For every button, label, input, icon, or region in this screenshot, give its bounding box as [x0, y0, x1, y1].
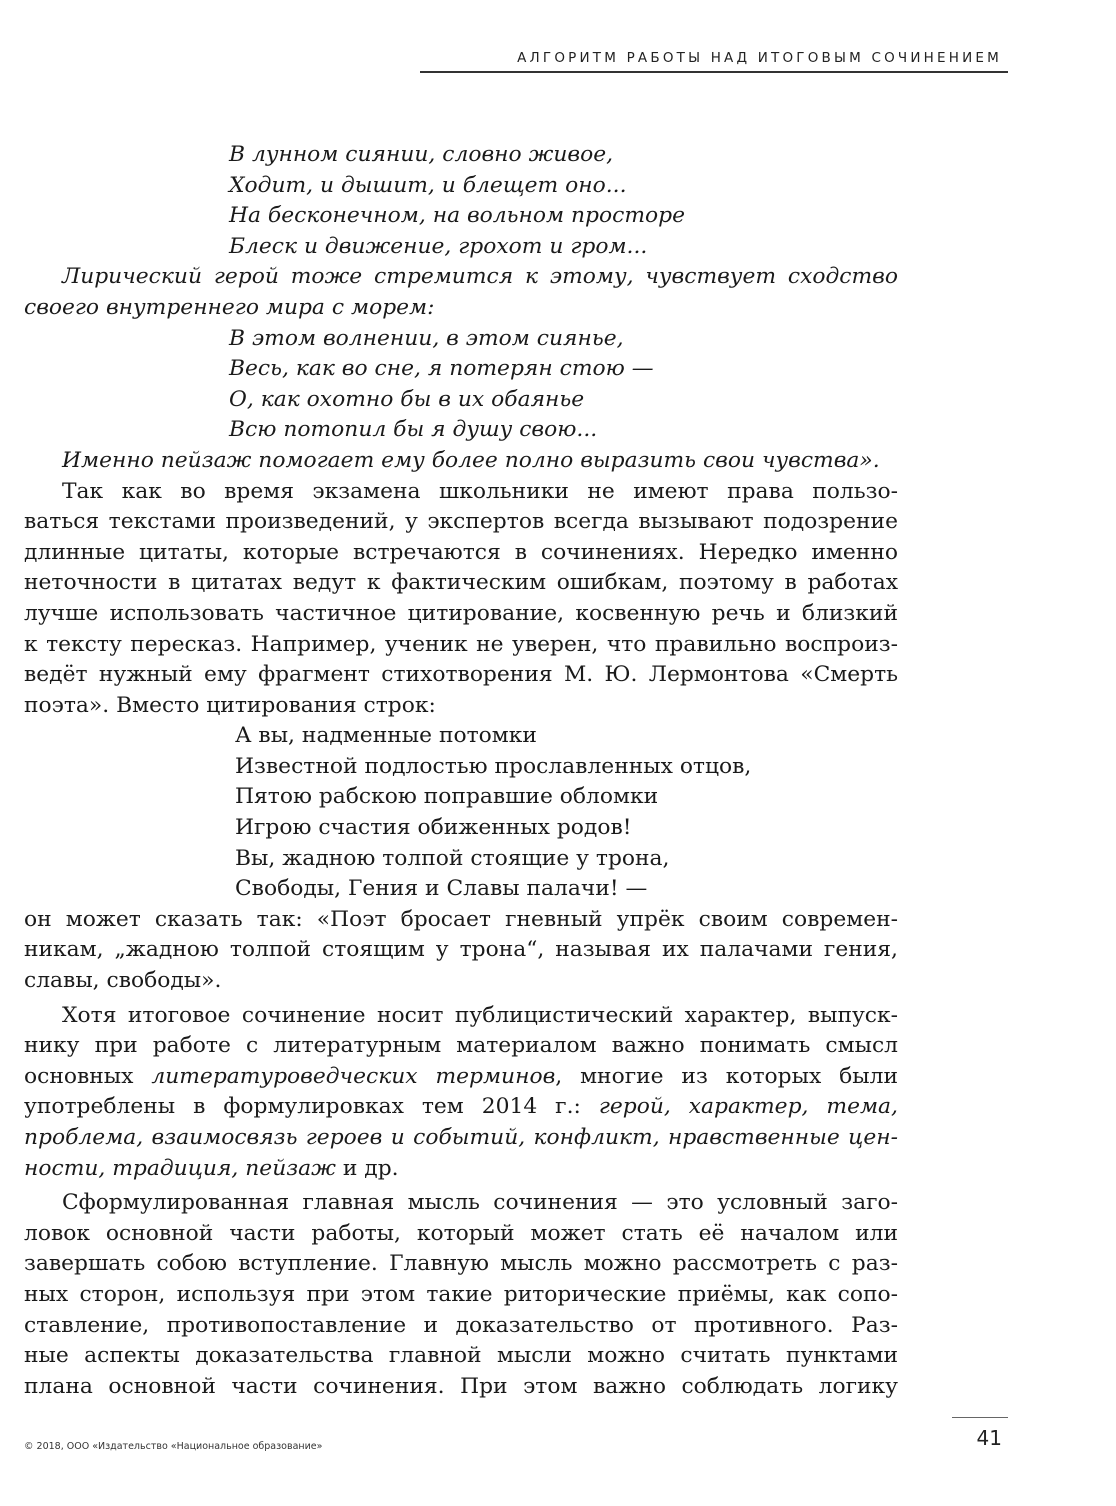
verse-line: Всю потопил бы я душу свою... — [229, 417, 598, 443]
verse-block-lermontov — [24, 721, 898, 905]
verse-line: Известной подлостью прославленных отцов, — [235, 753, 752, 779]
verse-line: Пятою рабскою поправшие обломки — [235, 784, 659, 810]
text-span: употреблены в формулировках тем 2014 г.: — [24, 1094, 599, 1120]
text-line: проблема, взаимосвязь героев и событий, конфликт, нравственные цен- — [24, 1125, 898, 1150]
text-line: поэта». Вместо цитирования строк: — [24, 692, 436, 718]
text-line: ведёт нужный ему фрагмент стихотворения М. Ю. Лермонтова «Смерть — [24, 662, 898, 688]
copyright-notice: © 2018, ООО «Издательство «Национальное образование» — [24, 1441, 323, 1452]
verse-line: В лунном сиянии, словно живое, — [229, 142, 614, 167]
paragraph-landscape — [24, 446, 898, 477]
running-header: АЛГОРИТМ РАБОТЫ НАД ИТОГОВЫМ СОЧИНЕНИЕМ — [420, 47, 1008, 73]
text-line: нику при работе с литературным материалом важно понимать смысл — [24, 1033, 898, 1059]
text-span: основных — [24, 1063, 152, 1089]
verse-line: Блеск и движение, грохот и гром... — [229, 233, 648, 259]
paragraph-main-idea — [24, 1188, 898, 1402]
paragraph-lyrical-hero — [24, 262, 898, 323]
verse-line: На бесконечном, на вольном просторе — [229, 203, 685, 229]
text-line: неточности в цитатах ведут к фактическим ошибкам, поэтому в работах — [24, 570, 898, 596]
text-line: Так как во время экзамена школьники не имеют права пользо- — [62, 478, 898, 504]
paragraph-terms — [24, 1001, 898, 1185]
text-line — [24, 1154, 898, 1185]
verse-block-2 — [24, 324, 898, 446]
text-line: к тексту пересказ. Например, ученик не уверен, что правильно воспроиз- — [24, 631, 898, 657]
verse-line: Свободы, Гения и Славы палачи! — — [235, 876, 648, 902]
text-line: лучше использовать частичное цитирование, косвенную речь и близкий — [24, 600, 898, 626]
verse-block-1 — [24, 140, 898, 262]
text-line: Именно пейзаж помогает ему более полно выразить свои чувства». — [62, 447, 880, 473]
footer-rule — [952, 1417, 1008, 1418]
text-line: ставление, противопоставление и доказательство от противного. Раз- — [24, 1312, 898, 1338]
text-line: Лирический герой тоже стремится к этому, чувствует сходство — [62, 264, 898, 290]
text-line — [24, 1062, 898, 1093]
text-span: и др. — [335, 1155, 399, 1181]
text-line: никам, „жадною толпой стоящим у трона“, называя их палачами гения, — [24, 937, 898, 963]
text-line: славы, свободы». — [24, 968, 222, 994]
text-line: длинные цитаты, которые встречаются в сочинениях. Нередко именно — [24, 539, 898, 565]
verse-line: А вы, надменные потомки — [235, 723, 537, 749]
paragraph-quotations — [24, 477, 898, 722]
term-emphasis: литературоведческих терминов — [151, 1063, 556, 1089]
page-number: 41 — [976, 1426, 1002, 1450]
text-line: своего внутреннего мира с морем: — [24, 294, 435, 320]
text-line: ные аспекты доказательства главной мысли можно считать пунктами — [24, 1343, 898, 1369]
text-line: ловок основной части работы, который может стать её началом или — [24, 1220, 898, 1246]
text-span: , многие из которых были — [555, 1063, 898, 1089]
text-line: ваться текстами произведений, у экспертов всегда вызывают подозрение — [24, 509, 898, 535]
verse-line: Игрою счастия обиженных родов! — [235, 815, 632, 841]
verse-line: Весь, как во сне, я потерян стою — — [229, 356, 654, 382]
text-line — [24, 1092, 898, 1123]
text-line: он может сказать так: «Поэт бросает гневный упрёк своим современ- — [24, 906, 898, 932]
paragraph-paraphrase — [24, 905, 898, 997]
text-line: плана основной части сочинения. При этом важно соблюдать логику — [24, 1373, 898, 1399]
term-emphasis: герой, характер, тема, — [598, 1094, 898, 1120]
verse-line: Вы, жадною толпой стоящие у трона, — [235, 845, 670, 871]
text-line: Сформулированная главная мысль сочинения — это условный заго- — [62, 1190, 898, 1216]
text-line: Хотя итоговое сочинение носит публицистический характер, выпуск- — [62, 1002, 898, 1028]
verse-line: Ходит, и дышит, и блещет оно... — [229, 172, 627, 198]
text-line: ных сторон, используя при этом такие риторические приёмы, как сопо- — [24, 1281, 898, 1307]
page-body — [24, 140, 898, 1402]
term-emphasis: ности, традиция, пейзаж — [24, 1155, 336, 1181]
verse-line: О, как охотно бы в их обаянье — [229, 386, 585, 412]
text-line: завершать собою вступление. Главную мысль можно рассмотреть с раз- — [24, 1251, 898, 1277]
verse-line: В этом волнении, в этом сиянье, — [229, 325, 624, 351]
